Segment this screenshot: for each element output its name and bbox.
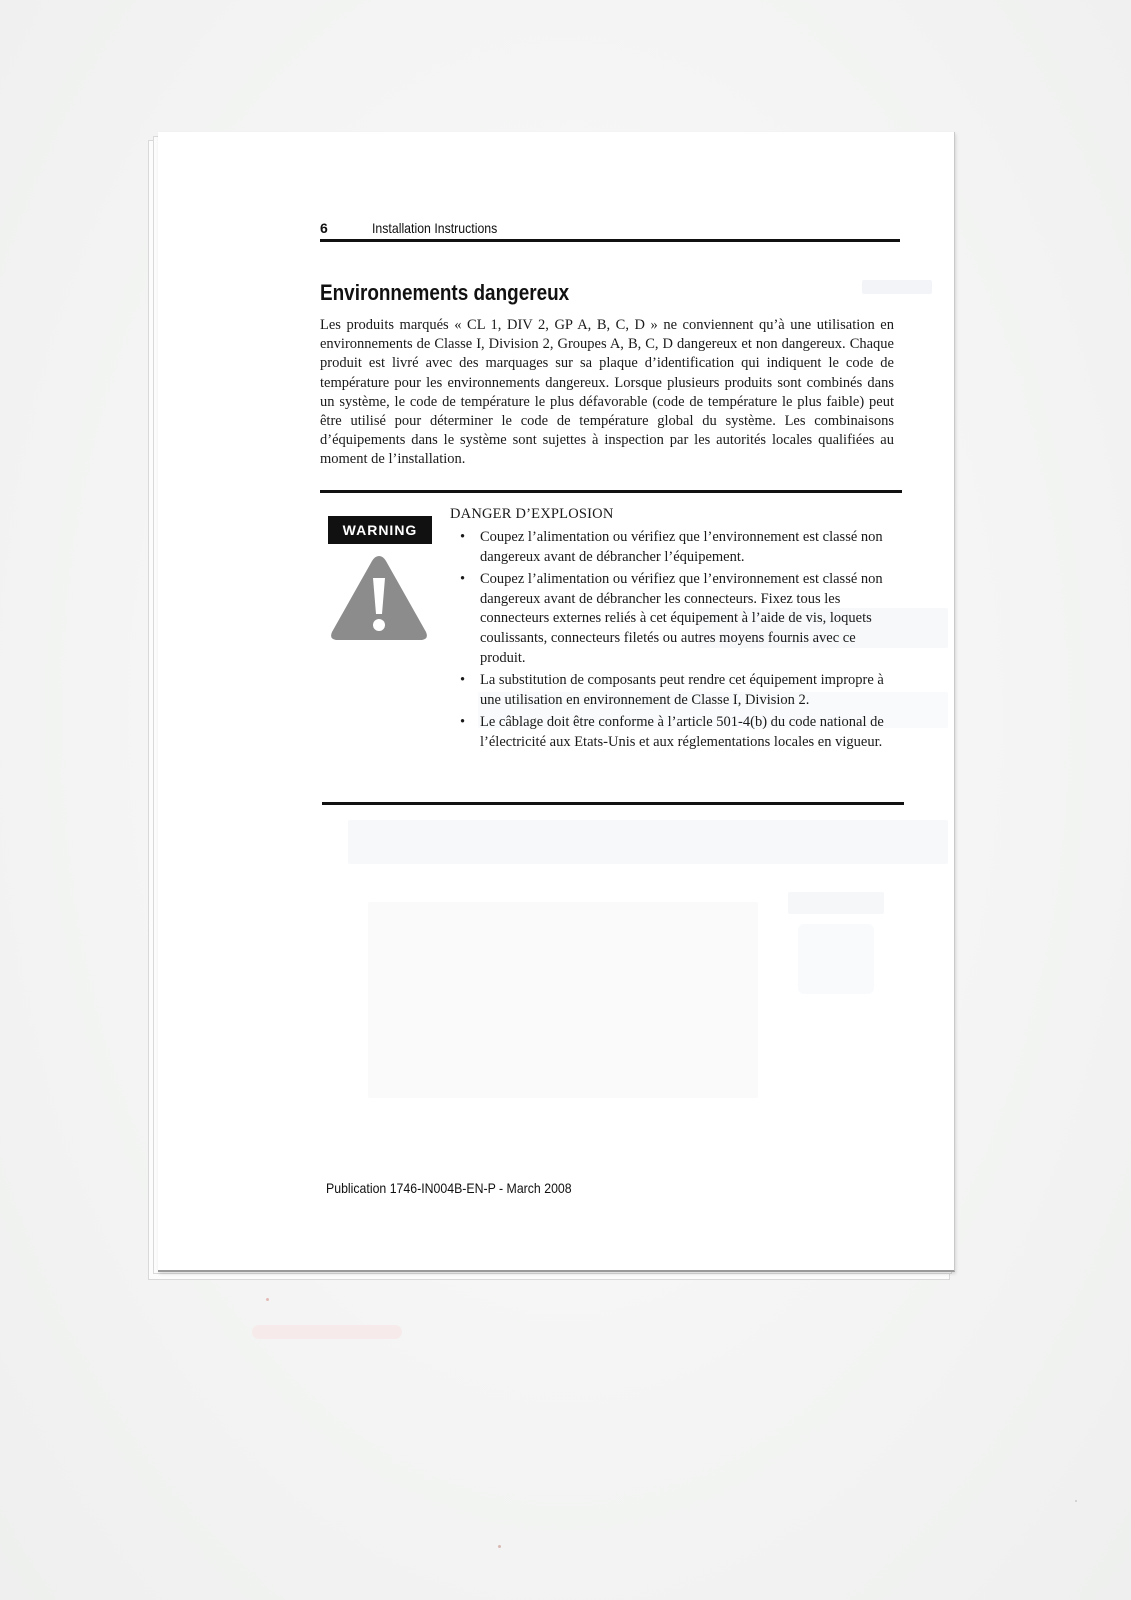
show-through [788, 892, 884, 914]
show-through [368, 902, 758, 1098]
section-title: Environnements dangereux [320, 280, 570, 305]
bullet: • [460, 672, 466, 689]
scan-speck [498, 1545, 501, 1548]
list-item-text: Le câblage doit être conforme à l’article 501-4(b) du code national de l’électricité aux Etats-Unis et aux réglementations locales en vigueur. [480, 714, 884, 750]
warning-triangle-icon [328, 552, 430, 644]
show-through [798, 924, 874, 994]
show-through [862, 280, 932, 294]
page-number: 6 [320, 220, 328, 236]
publication-footer: Publication 1746-IN004B-EN-P - March 2008 [326, 1180, 572, 1196]
intro-paragraph: Les produits marqués « CL 1, DIV 2, GP A, B, C, D » ne conviennent qu’à une utilisation en environnements de Classe I, Division 2, Groupes A, B, C, D dangereux et non dangereux. Chaque produit est livré avec des marquages sur sa plaque d’identification qui indiquent le code de température pour les environnements dangereux. Lorsque plusieurs produits sont combinés dans un système, le code de température le plus défavorable (code de température le plus faible) peut être utilisé pour déterminer le code de température global du système. Les combinaisons d’équipements dans le système sont sujettes à inspection par les autorités locales qualifiées au moment de l’installation. [320, 317, 894, 468]
list-item-text: La substitution de composants peut rendre cet équipement impropre à une utilisation en environnement de Classe I, Division 2. [480, 672, 884, 708]
warning-rule-top [320, 490, 902, 493]
bullet: • [460, 714, 466, 731]
list-item [454, 570, 888, 668]
scan-smudge [252, 1325, 402, 1339]
header-rule [320, 239, 900, 242]
document-page [158, 132, 955, 1272]
warning-rule-bottom [322, 802, 904, 805]
warning-badge: WARNING [328, 516, 432, 544]
list-item [454, 713, 888, 752]
danger-list [454, 528, 888, 756]
scan-speck [266, 1298, 269, 1301]
list-item [454, 671, 888, 710]
header-title: Installation Instructions [372, 220, 498, 236]
list-item-text: Coupez l’alimentation ou vérifiez que l’environnement est classé non dangereux avant de débrancher les connecteurs. Fixez tous les connecteurs externes reliés à cet équipement à l’aide de vis, loquets coulissants, connecteurs filetés ou autres moyens fournis avec ce produit. [480, 571, 883, 666]
page-header [320, 220, 900, 250]
list-item-text: Coupez l’alimentation ou vérifiez que l’environnement est classé non dangereux avant de débrancher l’équipement. [480, 529, 883, 565]
show-through [348, 820, 948, 864]
danger-title: DANGER D’EXPLOSION [450, 506, 614, 522]
list-item [454, 528, 888, 567]
scan-speck [1075, 1500, 1077, 1502]
bullet: • [460, 571, 466, 588]
bullet: • [460, 529, 466, 545]
